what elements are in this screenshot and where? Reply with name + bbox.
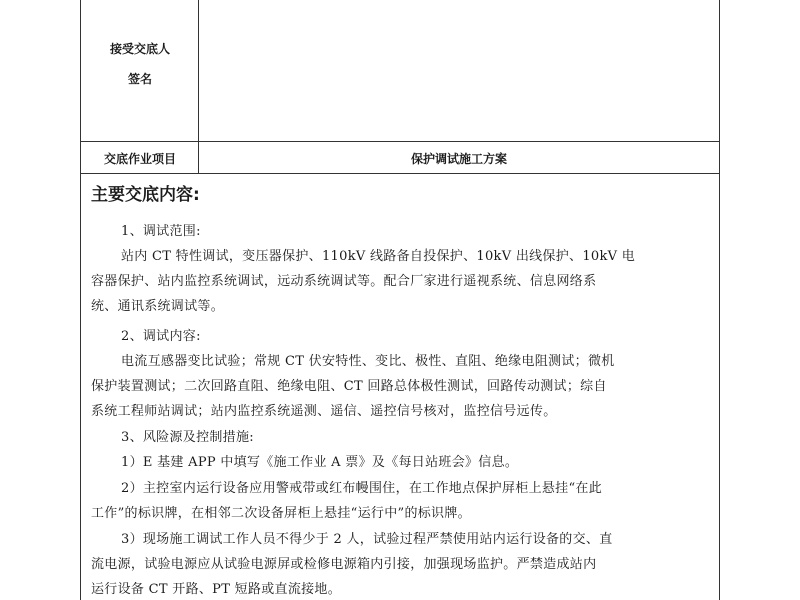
content-line: 1、调试范围: (121, 224, 201, 239)
content-line: 流电源，试验电源应从试验电源屏或检修电源箱内引接，加强现场监护。严禁造成站内 (91, 557, 597, 572)
content-line: 统、通讯系统调试等。 (91, 299, 225, 314)
project-value: 保护调试施工方案 (410, 152, 507, 166)
content-section (81, 174, 719, 600)
signature-label-line2: 签名 (127, 72, 152, 86)
project-row (81, 142, 719, 174)
project-label: 交底作业项目 (103, 152, 176, 166)
project-label-cell (81, 142, 199, 173)
content-line: 电流互感器变比试验；常规 CT 伏安特性、变比、极性、直阻、绝缘电阻测试；微机 (121, 354, 615, 369)
content-line: 站内 CT 特性调试，变压器保护、110kV 线路备自投保护、10kV 出线保护、10kV 电 (121, 249, 636, 264)
content-line: 2、调试内容: (121, 329, 201, 344)
content-line: 保护装置测试；二次回路直阻、绝缘电阻、CT 回路总体极性测试，回路传动测试；综自 (91, 379, 607, 394)
handover-form (80, 0, 720, 600)
content-line: 工作”的标识牌，在相邻二次设备屏柜上悬挂“运行中”的标识牌。 (91, 506, 471, 521)
content-line: 系统工程师站调试；站内监控系统遥测、遥信、遥控信号核对，监控信号远传。 (91, 404, 557, 419)
content-line: 1）E 基建 APP 中填写《施工作业 A 票》及《每日站班会》信息。 (121, 455, 519, 470)
signature-area[interactable] (199, 0, 719, 141)
content-line: 3）现场施工调试工作人员不得少于 2 人，试验过程严禁使用站内运行设备的交、直 (121, 532, 613, 547)
content-line: 容器保护、站内监控系统调试，远动系统调试等。配合厂家进行遥视系统、信息网络系 (91, 274, 597, 289)
content-line: 运行设备 CT 开路、PT 短路或直流接地。 (91, 582, 342, 597)
content-line: 2）主控室内运行设备应用警戒带或红布幔围住，在工作地点保护屏柜上悬挂“在此 (121, 481, 603, 496)
signature-label-line1: 接受交底人 (109, 42, 170, 56)
signature-label-cell (81, 0, 199, 141)
content-line: 3、风险源及控制措施: (121, 430, 254, 445)
content-title: 主要交底内容: (91, 185, 200, 205)
signature-row (81, 0, 719, 142)
